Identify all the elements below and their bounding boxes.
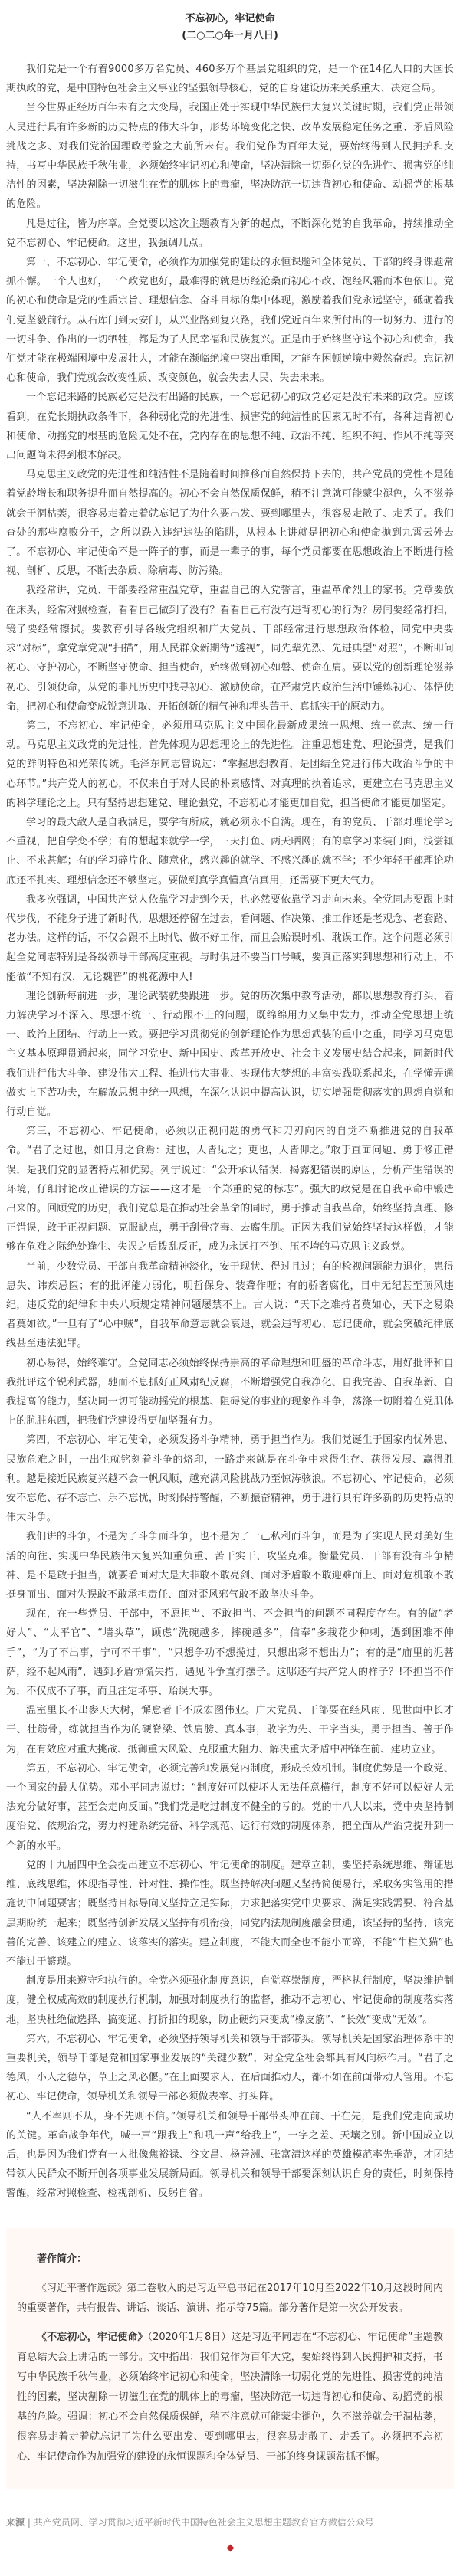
paragraph: 我经常讲，党员、干部要经常重温党章，重温自己的入党誓言，重温革命烈士的家书。党章要放在床头，经常对照检查，看看自己做到了没有？看看自己有没有违背初心的行为？房间要经常打扫，镜子要经常擦拭。要教育引导各级党组织和广大党员、干部经常进行思想政治体检，同党中央要求“对标”，拿党章党规“扫描”，用人民群众新期待“透视”，同先辈先烈、先进典型“对照”，不断叩问初心、守护初心，不断坚守使命、担当使命，始终做到初心如磐、使命在肩。要以党的创新理论滋养初心、引领使命，从党的非凡历史中找寻初心、激励使命，在严肃党内政治生活中锤炼初心、体悟使命，把初心和使命变成锐意进取、开拓创新的精气神和埋头苦干、真抓实干的原动力。 (6, 585, 454, 713)
intro-summary: 《习近平著作选读》第二卷收入的是习近平总书记在2017年10月至2022年10月这段时间内的重要著作，共有报告、讲话、谈话、演讲、指示等75篇。部分著作是第一次公开发表。 (17, 2282, 443, 2314)
intro-heading: 著作简介： (37, 2253, 87, 2265)
paragraph: 第三，不忘初心、牢记使命，必须以正视问题的勇气和刀刃向内的自觉不断推进党的自我革命。“君子之过也，如日月之食焉：过也，人皆见之；更也，人皆仰之。”敢于直面问题、勇于修正错误，是我们党的显著特点和优势。列宁说过：“公开承认错误，揭露犯错误的原因，分析产生错误的环境，仔细讨论改正错误的方法——这才是一个郑重的党的标志”。强大的政党是在自我革命中锻造出来的。回顾党的历史，我们党总是在推动社会革命的同时，勇于推动自我革命，始终坚持真理、修正错误，敢于正视问题、克服缺点，勇于刮骨疗毒、去腐生肌。正因为我们党始终坚持这样做，才能够在危难之际绝处逢生、失误之后拨乱反正，成为永远打不倒、压不垮的马克思主义政党。 (6, 1126, 454, 1254)
intro-box (6, 2228, 454, 2489)
intro-book-text: （2020年1月8日）这是习近平同志在“不忘初心、牢记使命”主题教育总结大会上讲话的一部分。文中指出：我们党作为百年大党，要始终得到人民拥护和支持，书写中华民族千秋伟业，必须始终牢记初心和使命，坚决清除一切弱化党的先进性、损害党的纯洁性的因素，坚决割除一切滋生在党的肌体上的毒瘤，坚决防范一切违背初心和使命、动摇党的根基的危险。强调：初心不会自然保质保鲜，稍不注意就可能蒙尘褪色，久不滋养就会干涸枯萎，很容易走着走着就忘记了为什么要出发、要到哪里去，很容易走散了、走丢了。必须把不忘初心、牢记使命作为加强党的建设的永恒课题和全体党员、干部的终身课题常抓不懈。 (17, 2331, 443, 2463)
paragraph: 党的十九届四中全会提出建立不忘初心、牢记使命的制度。建章立制，要坚持系统思维、辩证思维、底线思维，体现指导性、针对性、操作性。既坚持解决问题又坚持简便易行，采取务实管用的措施切中问题要害；既坚持目标导向又坚持立足实际，力求把落实党中央要求、满足实践需要、符合基层期盼统一起来；既坚持创新发展又坚持有机衔接，同党内法规制度融会贯通，该坚持的坚持、该完善的完善、该建立的建立、该落实的落实。建立制度，不能大而全也不能小而碎，不能“牛栏关猫”也不能过于繁琐。 (6, 1859, 454, 1968)
divider (12, 2544, 448, 2553)
paragraph: 第二，不忘初心、牢记使命，必须用马克思主义中国化最新成果统一思想、统一意志、统一行动。马克思主义政党的先进性，首先体现为思想理论上的先进性。注重思想建党、理论强党，是我们党的鲜明特色和光荣传统。毛泽东同志曾说过：“掌握思想教育，是团结全党进行伟大政治斗争的中心环节。”共产党人的初心，不仅来自于对人民的朴素感情、对真理的执着追求，更建立在马克思主义的科学理论之上。只有坚持思想建党、理论强党，不忘初心才能更加自觉，担当使命才能更加坚定。 (6, 719, 454, 809)
article-body (6, 60, 454, 2204)
paragraph: 第五，不忘初心、牢记使命，必须完善和发展党内制度，形成长效机制。制度优势是一个政党、一个国家的最大优势。邓小平同志说过：“制度好可以使坏人无法任意横行，制度不好可以使好人无法充分做好事，甚至会走向反面。”我们党是吃过制度不健全的亏的。党的十八大以来，党中央坚持制度治党、依规治党，努力构建系统完备、科学规范、运行有效的制度体系，把全面从严治党提升到一个新的水平。 (6, 1762, 454, 1852)
paragraph: 我们党是一个有着9000多万名党员、460多万个基层党组织的党，是一个在14亿人口的大国长期执政的党，是中国特色社会主义事业的坚强领导核心，党的自身建设历来关系重大、决定全局。 (6, 64, 454, 95)
source-separator: | (25, 2516, 34, 2528)
intro-book-title: 《不忘初心，牢记使命》 (37, 2331, 148, 2343)
article-title: 不忘初心，牢记使命 (185, 13, 275, 25)
paragraph: 当今世界正经历百年未有之大变局，我国正处于实现中华民族伟大复兴关键时期，我们党正带领人民进行具有许多新的历史特点的伟大斗争，形势环境变化之快、改革发展稳定任务之重、矛盾风险挑战之多、对我们党治国理政考验之大前所未有。我们党作为百年大党，要始终得到人民拥护和支持，书写中华民族千秋伟业，必须始终牢记初心和使命，坚决清除一切弱化党的先进性、损害党的纯洁性的因素，坚决割除一切滋生在党的肌体上的毒瘤，坚决防范一切违背初心和使命、动摇党的根基的危险。 (6, 102, 454, 211)
intro-book-paragraph (17, 2328, 443, 2467)
paragraph: 初心易得，始终难守。全党同志必须始终保持崇高的革命理想和旺盛的革命斗志，用好批评和自我批评这个锐利武器，驰而不息抓好正风肃纪反腐，不断增强党自我净化、自我完善、自我革新、自我提高的能力，坚决同一切可能动摇党的根基、阻碍党的事业的现象作斗争，荡涤一切附着在党肌体上的肮脏东西，把我们党建设得更加坚强有力。 (6, 1357, 454, 1427)
paragraph: 第四，不忘初心、牢记使命，必须发扬斗争精神，勇于担当作为。我们党诞生于国家内忧外患、民族危难之时，一出生就铭刻着斗争的烙印，一路走来就是在斗争中求得生存、获得发展、赢得胜利。越是接近民族复兴越不会一帆风顺，越充满风险挑战乃至惊涛骇浪。不忘初心、牢记使命，必须安不忘危、存不忘亡、乐不忘忧，时刻保持警醒，不断振奋精神，勇于进行具有许多新的历史特点的伟大斗争。 (6, 1434, 454, 1524)
paragraph: 凡是过往，皆为序章。全党要以这次主题教育为新的起点，不断深化党的自我革命，持续推动全党不忘初心、牢记使命。这里，我强调几点。 (6, 218, 454, 249)
paragraph: 理论创新每前进一步，理论武装就要跟进一步。党的历次集中教育活动，都以思想教育打头，着力解决学习不深入、思想不统一、行动跟不上的问题，既绵绵用力又集中发力，推动全党思想上统一、政治上团结、行动上一致。要把学习贯彻党的创新理论作为思想武装的重中之重，同学习马克思主义基本原理贯通起来，同学习党史、新中国史、改革开放史、社会主义发展史结合起来，同新时代我们进行伟大斗争、建设伟大工程、推进伟大事业、实现伟大梦想的丰富实践联系起来，在学懂弄通做实上下苦功夫，在解放思想中统一思想，在深化认识中提高认识，切实增强贯彻落实的思想自觉和行动自觉。 (6, 990, 454, 1118)
source-line (6, 2515, 454, 2530)
source-label: 来源 (6, 2516, 25, 2528)
paragraph: 当前，少数党员、干部自我革命精神淡化，安于现状、得过且过；有的检视问题能力退化，患得患失、讳疾忌医；有的批评能力弱化，明哲保身、装聋作哑；有的骄奢腐化，目中无纪甚至顶风违纪，违反党的纪律和中央八项规定精神问题屡禁不止。古人说：“天下之难持者莫如心，天下之易染者莫如欲。”一旦有了“心中贼”，自我革命意志就会衰退，就会违背初心、忘记使命，就会突破纪律底线甚至违法犯罪。 (6, 1260, 454, 1350)
paragraph: 制度是用来遵守和执行的。全党必须强化制度意识，自觉尊崇制度，严格执行制度，坚决维护制度，健全权威高效的制度执行机制，加强对制度执行的监督，推动不忘初心、牢记使命的制度落实落地，坚决杜绝做选择、搞变通、打折扣的现象，防止硬约束变成“橡皮筋”、“长效”变成“无效”。 (6, 1975, 454, 2026)
paragraph: 我们讲的斗争，不是为了斗争而斗争，也不是为了一己私利而斗争，而是为了实现人民对美好生活的向往、实现中华民族伟大复兴知重负重、苦干实干、攻坚克难。衡量党员、干部有没有斗争精神、是不是敢于担当，就要看面对大是大非敢不敢亮剑、面对矛盾敢不敢迎难而上、面对危机敢不敢挺身而出、面对失误敢不敢承担责任、面对歪风邪气敢不敢坚决斗争。 (6, 1531, 454, 1601)
paragraph: 马克思主义政党的先进性和纯洁性不是随着时间推移而自然保持下去的，共产党员的党性不是随着党龄增长和职务提升而自然提高的。初心不会自然保质保鲜，稍不注意就可能蒙尘褪色，久不滋养就会干涸枯萎，很容易走着走着就忘记了为什么要出发、要到哪里去，很容易走散了、走丢了。我们查处的那些腐败分子，之所以跌入违纪违法的陷阱，从根本上讲就是把初心和使命抛到九霄云外去了。不忘初心、牢记使命不是一阵子的事，而是一辈子的事，每个党员都要在思想政治上不断进行检视、剖析、反思，不断去杂质、除病毒、防污染。 (6, 469, 454, 578)
paragraph: 温室里长不出参天大树，懈怠者干不成宏图伟业。广大党员、干部要在经风雨、见世面中长才干、壮筋骨，练就担当作为的硬脊梁、铁肩膀、真本事，敢字为先、干字当头，勇于担当、善于作为，在有效应对重大挑战、抵御重大风险、克服重大阻力、解决重大矛盾中冲锋在前、建功立业。 (6, 1705, 454, 1755)
source-text: 共产党员网、学习贯彻习近平新时代中国特色社会主义思想主题教育官方微信公众号 (33, 2516, 374, 2528)
paragraph: 我多次强调，中国共产党人依靠学习走到今天，也必然要依靠学习走向未来。全党同志要跟上时代步伐，不能身子进了新时代，思想还停留在过去，看问题、作决策、推工作还是老观念、老套路、老办法。这样的话，不仅会跟不上时代、做不好工作，而且会贻误时机、耽误工作。这个问题必须引起全党同志特别是各级领导干部高度重视。与时俱进不要当口号喊，要真正落实到思想和行动上，不能做“不知有汉，无论魏晋”的桃花源中人! (6, 893, 454, 983)
paragraph: 现在，在一些党员、干部中，不愿担当、不敢担当、不会担当的问题不同程度存在。有的做“老好人”、“太平官”、“墙头草”，顾虑“洗碗越多，摔碗越多”，信奉“多栽花少种刺，遇到困难不伸手”，“为了不出事，宁可不干事”，“只想争功不想揽过，只想出彩不想出力”；有的是“庙里的泥菩萨，经不起风雨”，遇到矛盾惊慌失措，遇见斗争直打摆子。这哪还有共产党人的样子？!不担当不作为，不仅成不了事，而且注定坏事、贻误大事。 (6, 1608, 454, 1698)
paragraph: 第一，不忘初心、牢记使命，必须作为加强党的建设的永恒课题和全体党员、干部的终身课题常抓不懈。一个人也好，一个政党也好，最难得的就是历经沧桑而初心不改、饱经风霜而本色依旧。党的初心和使命是党的性质宗旨、理想信念、奋斗目标的集中体现，激励着我们党永远坚守，砥砺着我们党坚毅前行。从石库门到天安门，从兴业路到复兴路，我们党近百年来所付出的一切努力、进行的一切斗争、作出的一切牺牲，都是为了人民幸福和民族复兴。正是由于始终坚守这个初心和使命，我们党才能在极端困境中发展壮大，才能在濒临绝境中突出重围，才能在困顿逆境中毅然奋起。忘记初心和使命，我们党就会改变性质、改变颜色，就会失去人民、失去未来。 (6, 257, 454, 385)
article-date: (二○二○年一月八日) (182, 30, 278, 41)
diamond-icon (226, 2545, 234, 2552)
paragraph: “人不率则不从，身不先则不信。”领导机关和领导干部带头冲在前、干在先，是我们党走向成功的关键。革命战争年代，喊一声“跟我上”和吼一声“给我上”，一字之差、天壤之别。新中国成立以后，也是因为我们党有一大批像焦裕禄、谷文昌、杨善洲、张富清这样的英雄模范率先垂范，才团结带领人民群众不断开创各项事业发展新局面。领导机关和领导干部要深刻认识自身的责任，时刻保持警醒，经常对照检查、检视剖析、反躬自省。 (6, 2110, 454, 2200)
paragraph: 一个忘记来路的民族必定是没有出路的民族，一个忘记初心的政党必定是没有未来的政党。应该看到，在党长期执政条件下，各种弱化党的先进性、损害党的纯洁性的因素无时不有，各种违背初心和使命、动摇党的根基的危险无处不在，党内存在的思想不纯、政治不纯、组织不纯、作风不纯等突出问题尚未得到根本解决。 (6, 392, 454, 462)
paragraph: 第六，不忘初心、牢记使命，必须坚持领导机关和领导干部带头。领导机关是国家治理体系中的重要机关，领导干部是党和国家事业发展的“关键少数”，对全党全社会都具有风向标作用。“君子之德风，小人之德草，草上之风必偃。”在上面要求人、在后面推动人，都不如在前面带动人管用。不忘初心、牢记使命，领导机关和领导干部必须做表率、打头阵。 (6, 2033, 454, 2103)
paragraph: 学习的最大敌人是自我满足，要学有所成，就必须永不自满。现在，有的党员、干部对理论学习不重视，把自学变不学；有的想起来就学一学，三天打鱼、两天晒网；有的拿学习来装门面，浅尝辄止、不求甚解；有的学习碎片化、随意化，感兴趣的就学、不感兴趣的就不学；不少年轻干部理论功底还不扎实、理想信念还不够坚定。要做到真学真懂真信真用，还需要下更大气力。 (6, 816, 454, 887)
